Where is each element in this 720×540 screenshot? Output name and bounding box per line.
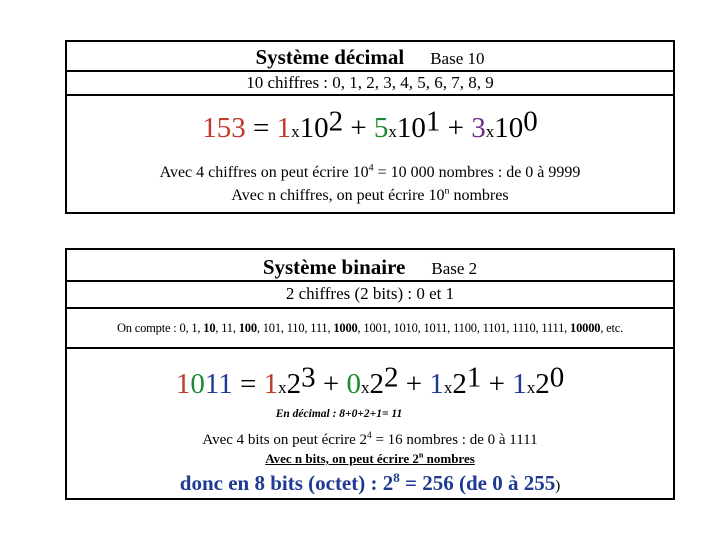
binary-conclusion-text: donc en 8 bits (octet) : 2 [179, 471, 394, 495]
binary-line2 [67, 450, 673, 468]
binary-formula [67, 361, 673, 402]
binary-decimal-note: En décimal : 8+0+2+1= 11 [275, 408, 403, 420]
binary-term4-digit: 1 [512, 368, 527, 400]
binary-line1 [67, 429, 673, 451]
binary-term3-times: x [443, 378, 453, 397]
decimal-digits-row [67, 72, 673, 96]
decimal-plus1: + [343, 112, 374, 144]
binary-term1-base: 2 [286, 368, 302, 400]
binary-count-100: 100 [238, 321, 257, 335]
binary-count-row [67, 309, 673, 349]
binary-term4-base: 2 [535, 368, 550, 400]
decimal-line2-exp: n [444, 185, 450, 197]
decimal-title: Système décimal [255, 45, 405, 69]
binary-term4-exp: 0 [549, 361, 565, 394]
decimal-header [67, 42, 673, 72]
binary-lhs-11: 11 [204, 368, 233, 400]
decimal-term1-times: x [291, 122, 300, 141]
decimal-term2-times: x [388, 122, 397, 141]
binary-count-a: On compte : 0, 1, [116, 321, 204, 335]
binary-conclusion-close: ) [555, 478, 561, 494]
binary-count-1000: 1000 [333, 321, 358, 335]
binary-term1-exp: 3 [301, 361, 316, 394]
decimal-line2 [67, 185, 673, 207]
binary-term2-exp: 2 [383, 361, 399, 394]
binary-eq: = [232, 368, 264, 400]
binary-term3-exp: 1 [466, 361, 482, 394]
binary-term4-times: x [526, 378, 536, 397]
decimal-term1-exp: 2 [328, 105, 344, 138]
binary-line1-exp: 4 [367, 431, 372, 441]
binary-header [67, 250, 673, 282]
binary-count-i: , etc. [600, 321, 624, 335]
binary-term2-digit: 0 [346, 368, 361, 400]
binary-count-e: , 101, 110, 111, [256, 321, 334, 335]
decimal-plus2: + [440, 112, 472, 144]
decimal-lhs: 153 [202, 112, 246, 144]
decimal-term2-exp: 1 [425, 105, 441, 138]
binary-count-10000: 10000 [570, 321, 601, 335]
binary-conclusion-rest: = 256 (de 0 à 255 [399, 471, 556, 495]
decimal-line1-exp: 4 [368, 162, 374, 174]
binary-plus1: + [315, 368, 347, 400]
decimal-panel [65, 40, 675, 214]
binary-digits-row [67, 282, 673, 309]
binary-line2-text: Avec n bits, on peut écrire 2 [265, 451, 419, 466]
decimal-term3-times: x [485, 122, 495, 141]
decimal-term3-digit: 3 [471, 112, 486, 144]
binary-plus3: + [481, 368, 513, 400]
binary-line1-rest: = 16 nombres : de 0 à 1111 [371, 432, 538, 448]
decimal-line2-text: Avec n chiffres, on peut écrire 10 [231, 187, 445, 204]
binary-line2-exp: n [418, 450, 424, 460]
decimal-term2-base: 10 [396, 112, 426, 144]
binary-base: Base 2 [431, 259, 478, 278]
decimal-line1 [67, 162, 673, 184]
decimal-formula [67, 105, 673, 146]
binary-decimal-note-row [67, 405, 673, 421]
binary-lhs-0: 0 [190, 368, 205, 400]
decimal-term1-digit: 1 [276, 112, 292, 144]
decimal-line1-text: Avec 4 chiffres on peut écrire 10 [159, 164, 369, 181]
binary-conclusion [67, 470, 673, 496]
binary-line1-text: Avec 4 bits on peut écrire 2 [202, 432, 368, 448]
decimal-line2-rest: nombres [449, 187, 509, 204]
binary-term3-base: 2 [452, 368, 467, 400]
decimal-eq: = [245, 112, 277, 144]
binary-lhs-1: 1 [175, 368, 191, 400]
binary-count-10: 10 [203, 321, 216, 335]
decimal-line1-rest: = 10 000 nombres : de 0 à 9999 [373, 164, 581, 181]
binary-line2-rest: nombres [423, 451, 475, 466]
decimal-term3-base: 10 [494, 112, 524, 144]
binary-term2-base: 2 [369, 368, 384, 400]
binary-term1-times: x [278, 378, 287, 397]
binary-term2-times: x [360, 378, 370, 397]
binary-digits: 2 chiffres (2 bits) : 0 et 1 [285, 284, 455, 303]
binary-term3-digit: 1 [429, 368, 444, 400]
binary-panel [65, 248, 675, 500]
decimal-base: Base 10 [430, 49, 485, 68]
binary-title: Système binaire [262, 255, 406, 279]
binary-count-g: , 1001, 1010, 1011, 1100, 1101, 1110, 1111, [357, 321, 571, 335]
binary-count-c: , 11, [215, 321, 239, 335]
decimal-term3-exp: 0 [523, 105, 538, 138]
decimal-digits: 10 chiffres : 0, 1, 2, 3, 4, 5, 6, 7, 8, 9 [246, 73, 494, 92]
binary-plus2: + [398, 368, 430, 400]
decimal-term2-digit: 5 [373, 112, 389, 144]
binary-conclusion-exp: 8 [393, 470, 400, 485]
binary-term1-digit: 1 [263, 368, 279, 400]
decimal-term1-base: 10 [299, 112, 329, 144]
